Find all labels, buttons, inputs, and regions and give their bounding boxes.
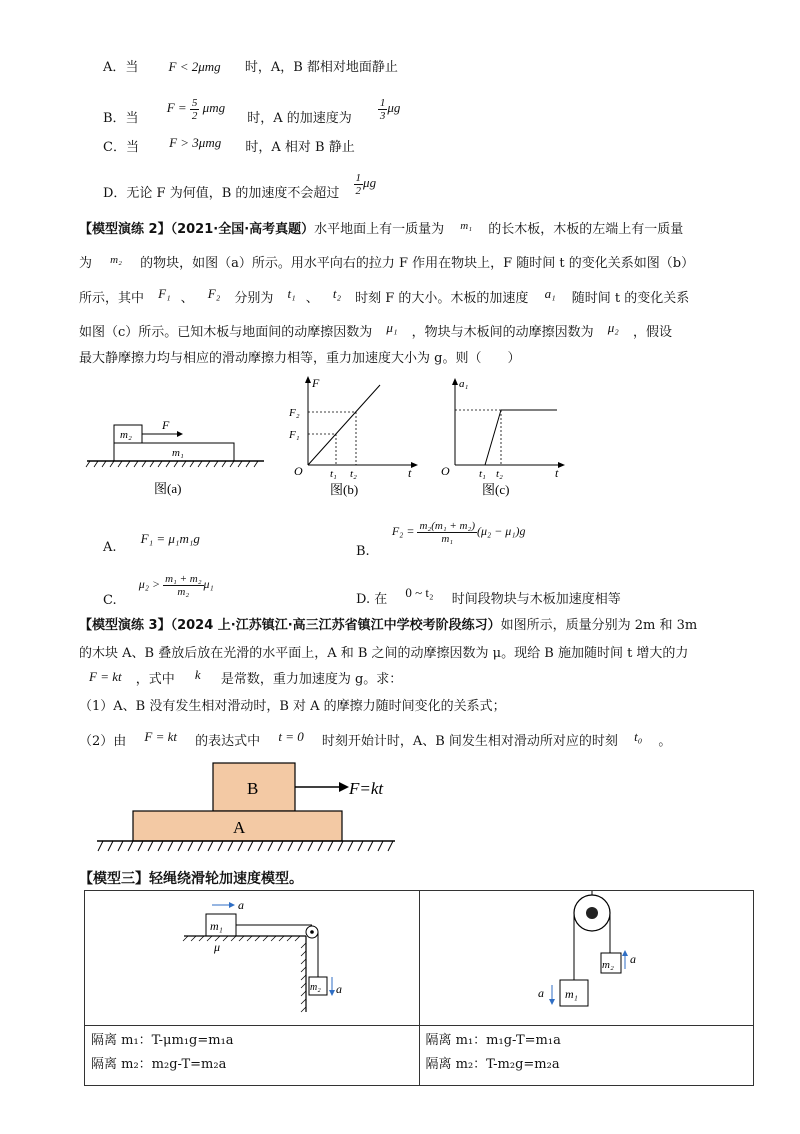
fig-c-O-label: O xyxy=(441,464,450,478)
force-arrowhead xyxy=(339,782,349,792)
option-c-prefix: C．当 xyxy=(103,140,139,155)
fig-c-t-label: t xyxy=(555,466,559,480)
fig-c-t2-label: t₂ xyxy=(496,468,503,480)
model3-left-equations xyxy=(85,1026,420,1086)
fig-b-O-label: O xyxy=(294,464,303,478)
option-a-prefix: A．当 xyxy=(103,60,139,75)
exercise2-line4 xyxy=(79,320,672,342)
option-c-math: F > 3μmg xyxy=(169,135,222,150)
right-m1-accel-arrowhead xyxy=(549,999,555,1005)
fig-a-arrowhead xyxy=(177,431,183,437)
model3-table xyxy=(84,890,754,1086)
block-a-label: A xyxy=(233,818,246,837)
option-c-suffix: 时，A 相对 B 静止 xyxy=(245,140,355,155)
exercise2-option-b-fraction xyxy=(417,520,477,545)
exercise2-option-b-num: m₂(m₁ + m₂) xyxy=(419,519,475,532)
exercise2-line3-a: 所示，其中 xyxy=(79,291,145,306)
exercise2-sep2: 、 xyxy=(305,291,319,306)
option-b-fraction xyxy=(190,97,200,122)
exercise2-t1: t₁ xyxy=(287,286,296,301)
fig-b-F-label: F xyxy=(312,376,320,390)
option-d-fraction xyxy=(354,172,364,197)
exercise2-option-c-math xyxy=(139,564,214,604)
fig-b-x-arrow xyxy=(411,462,418,468)
exercise3-q2 xyxy=(79,729,672,751)
exercise2-t2: t₂ xyxy=(332,286,341,301)
fig-c-y-arrow xyxy=(452,378,458,385)
exercise3-q2-d: 。 xyxy=(658,734,672,749)
fig-b-y-arrow xyxy=(305,376,311,383)
exercise2-line3 xyxy=(79,286,690,308)
option-a-suffix: 时，A，B 都相对地面静止 xyxy=(244,60,398,75)
exercise2-option-c-label: C. xyxy=(103,593,117,608)
exercise2-line2 xyxy=(79,255,694,273)
figure-a xyxy=(84,405,274,500)
exercise3-line1-rest: 如图所示，质量分别为 2m 和 3m xyxy=(500,618,698,633)
exercise3-line2: 的木块 A、B 叠放后放在光滑的水平面上，A 和 B 之间的动摩擦因数为 μ。现给 B 施加随时间 t 增大的力 xyxy=(79,646,689,661)
right-a-left-label: a xyxy=(537,986,544,1000)
exercise2-line3-d: 随时间 t 的变化关系 xyxy=(571,291,690,306)
ground-hatch xyxy=(98,841,393,851)
fig-b-t1-label: t₁ xyxy=(330,468,337,480)
model3-right-equations xyxy=(419,1026,754,1086)
exercise3-figure xyxy=(95,760,405,860)
exercise3-k: k xyxy=(194,667,201,682)
exercise2-line2-b: 的物块，如图（a）所示。用水平向右的拉力 F 作用在物块上，F 随时间 t 的变化关系如图（b） xyxy=(140,256,695,271)
fig-c-x-arrow xyxy=(558,462,565,468)
fig-b-t-label: t xyxy=(408,466,412,480)
exercise2-option-c-rhs: μ₁ xyxy=(203,577,214,591)
exercise2-option-a xyxy=(103,531,200,557)
left-wall-hatch xyxy=(301,943,306,1012)
exercise2-F1: F₁ xyxy=(158,286,171,301)
exercise3-line3-math: F = kt xyxy=(89,669,122,684)
option-b-result-den: 3 xyxy=(379,109,386,122)
option-b-mid: 时，A 的加速度为 xyxy=(247,111,352,126)
option-d-frac-rhs: μg xyxy=(363,175,377,190)
right-pulley-figure xyxy=(510,891,690,1021)
fig-a-m2-label: m₂ xyxy=(120,429,132,441)
exercise2-line1-a: 水平地面上有一质量为 xyxy=(314,222,445,237)
option-b-math-lhs: F = xyxy=(166,100,187,115)
exercise2-mu1: μ₁ xyxy=(386,320,398,335)
option-d-result xyxy=(354,165,377,201)
fig-b-F1-label: F₁ xyxy=(289,429,300,441)
model3-left-figure-cell xyxy=(85,891,420,1026)
option-c xyxy=(103,135,355,157)
exercise2-option-b-rhs: (μ₂ − μ₁)g xyxy=(477,524,526,538)
fig-b-F2-label: F₂ xyxy=(289,407,300,419)
fig-c-t1-label: t₁ xyxy=(479,468,486,480)
exercise2-line3-b: 分别为 xyxy=(234,291,274,306)
left-accel-arrowhead xyxy=(229,902,235,908)
option-b-frac-num: 5 xyxy=(191,96,198,109)
exercise2-m2: m₂ xyxy=(110,254,122,266)
exercise3-q2-a: （2）由 xyxy=(79,734,127,749)
exercise2-mu2: μ₂ xyxy=(607,320,619,335)
fig-a-hatch xyxy=(86,461,258,467)
exercise2-option-b-lhs: F₂ = xyxy=(391,524,415,538)
option-d xyxy=(103,171,377,211)
left-pulley-figure xyxy=(180,897,370,1015)
left-a2-label: a xyxy=(336,982,342,996)
exercise2-option-d-text: 时间段物块与木板加速度相等 xyxy=(451,592,621,607)
option-b-math xyxy=(167,90,225,126)
option-b-math-rhs: μmg xyxy=(202,100,226,115)
fig-a-m1-label: m₁ xyxy=(172,447,184,459)
left-pulley-axle xyxy=(310,930,314,934)
option-b-prefix: B．当 xyxy=(103,111,139,126)
option-b-result-fraction xyxy=(378,97,388,122)
option-d-text: D．无论 F 为何值，B 的加速度不会超过 xyxy=(103,186,340,201)
exercise2-option-c-den: m₂ xyxy=(177,585,190,598)
exercise2-option-b-math xyxy=(392,509,526,553)
option-b-result-num: 1 xyxy=(379,96,386,109)
fig-a-F-label: F xyxy=(162,418,170,432)
left-mu-label: μ xyxy=(214,940,221,954)
exercise2-F2: F₂ xyxy=(207,286,221,301)
fig-c-caption: 图(c) xyxy=(482,482,510,497)
right-m1-label: m₁ xyxy=(564,987,578,1001)
exercise3-q2-b: 的表达式中 xyxy=(195,734,261,749)
option-b xyxy=(103,96,401,136)
fig-b-line xyxy=(308,385,380,465)
figure-c xyxy=(440,375,570,500)
exercise2-option-b xyxy=(356,515,525,559)
exercise2-option-c-fraction xyxy=(163,573,203,598)
exercise2-option-c-num: m₁ + m₂ xyxy=(165,572,202,585)
fig-c-a1-label: a₁ xyxy=(459,378,469,390)
exercise2-line5: 最大静摩擦力均与相应的滑动摩擦力相等，重力加速度大小为 g。则（ ） xyxy=(79,351,521,366)
right-eq2: 隔离 m₂：T-m₂g=m₂a xyxy=(425,1057,560,1072)
option-a xyxy=(103,58,398,77)
model3-heading: 【模型三】轻绳绕滑轮加速度模型。 xyxy=(79,871,303,887)
exercise3-q2-math2: t = 0 xyxy=(278,729,304,744)
left-eq2: 隔离 m₂：m₂g-T=m₂a xyxy=(91,1057,227,1072)
left-a-label: a xyxy=(238,898,244,912)
exercise2-sep1: 、 xyxy=(180,291,194,306)
exercise2-option-d-label: D. 在 xyxy=(356,592,388,607)
exercise2-line4-a: 如图（c）所示。已知木板与地面间的动摩擦因数为 xyxy=(79,325,373,340)
fig-b-caption: 图(b) xyxy=(330,482,359,497)
exercise2-line1-b: 的长木板，木板的左端上有一质量 xyxy=(488,222,684,237)
model3-right-figure-cell xyxy=(419,891,754,1026)
option-d-frac-den: 2 xyxy=(355,184,362,197)
exercise3-line3-b: 是常数，重力加速度为 g。求： xyxy=(220,672,403,687)
exercise3-q2-math1: F = kt xyxy=(144,729,178,744)
right-m2-accel-arrowhead xyxy=(622,950,628,956)
right-eq1: 隔离 m₁：m₁g-T=m₁a xyxy=(425,1033,561,1048)
exercise3-q2-t0: t₀ xyxy=(634,729,643,744)
exercise2-option-c-lhs: μ₂ > xyxy=(138,577,161,591)
right-pulley-hub xyxy=(586,907,598,919)
exercise3-heading: 【模型演练 3】（2024 上·江苏镇江·高三江苏省镇江中学校考阶段练习） xyxy=(79,618,501,633)
exercise3-q2-c: 时刻开始计时，A、B 间发生相对滑动所对应的时刻 xyxy=(321,734,618,749)
exercise2-a1: a₁ xyxy=(544,286,556,301)
exercise2-option-c xyxy=(103,568,214,608)
right-m2-label: m₂ xyxy=(601,959,614,971)
exercise2-option-d xyxy=(356,585,621,609)
option-b-result-rhs: μg xyxy=(387,100,401,115)
exercise2-option-d-math: 0 ~ t₂ xyxy=(405,585,434,600)
option-b-result xyxy=(378,90,401,126)
model3-equation-row xyxy=(85,1026,754,1086)
exercise3-line3 xyxy=(89,667,403,689)
exercise2-line2-a: 为 xyxy=(79,256,93,271)
model3-figure-row xyxy=(85,891,754,1026)
left-m2-accel-arrowhead xyxy=(329,990,335,996)
exercise3-line1 xyxy=(79,617,697,635)
exercise2-option-b-den: m₁ xyxy=(441,532,454,545)
left-m1-label: m₁ xyxy=(210,919,223,933)
exercise2-line3-c: 时刻 F 的大小。木板的加速度 xyxy=(355,291,529,306)
fig-b-t2-label: t₂ xyxy=(350,468,357,480)
exercise3-q1: （1）A、B 没有发生相对滑动时，B 对 A 的摩擦力随时间变化的关系式； xyxy=(79,699,506,714)
exercise2-heading: 【模型演练 2】（2021·全国·高考真题） xyxy=(79,222,315,237)
exercise2-m1: m₁ xyxy=(460,220,473,232)
exercise2-line4-b: ，物块与木板间的动摩擦因数为 xyxy=(411,325,594,340)
fig-a-caption: 图(a) xyxy=(154,481,182,496)
left-m2-label: m₂ xyxy=(310,982,321,993)
left-eq1: 隔离 m₁：T-μm₁g=m₁a xyxy=(91,1033,234,1048)
option-d-frac-num: 1 xyxy=(355,171,362,184)
right-a-right-label: a xyxy=(629,952,636,966)
exercise2-option-b-label: B. xyxy=(356,544,370,559)
exercise2-line1 xyxy=(79,221,683,239)
left-table-hatch xyxy=(183,936,300,941)
option-a-math: F < 2μmg xyxy=(168,59,221,74)
figure-b xyxy=(285,375,425,500)
exercise2-option-a-math: F₁ = μ₁m₁g xyxy=(140,531,200,546)
exercise2-option-a-label: A. xyxy=(103,540,117,555)
option-b-frac-den: 2 xyxy=(191,109,198,122)
force-label: F=kt xyxy=(349,779,384,798)
exercise3-line3-a: ，式中 xyxy=(135,672,175,687)
exercise2-line4-c: ，假设 xyxy=(632,325,672,340)
block-b-label: B xyxy=(247,779,259,798)
fig-c-rise xyxy=(485,410,501,465)
